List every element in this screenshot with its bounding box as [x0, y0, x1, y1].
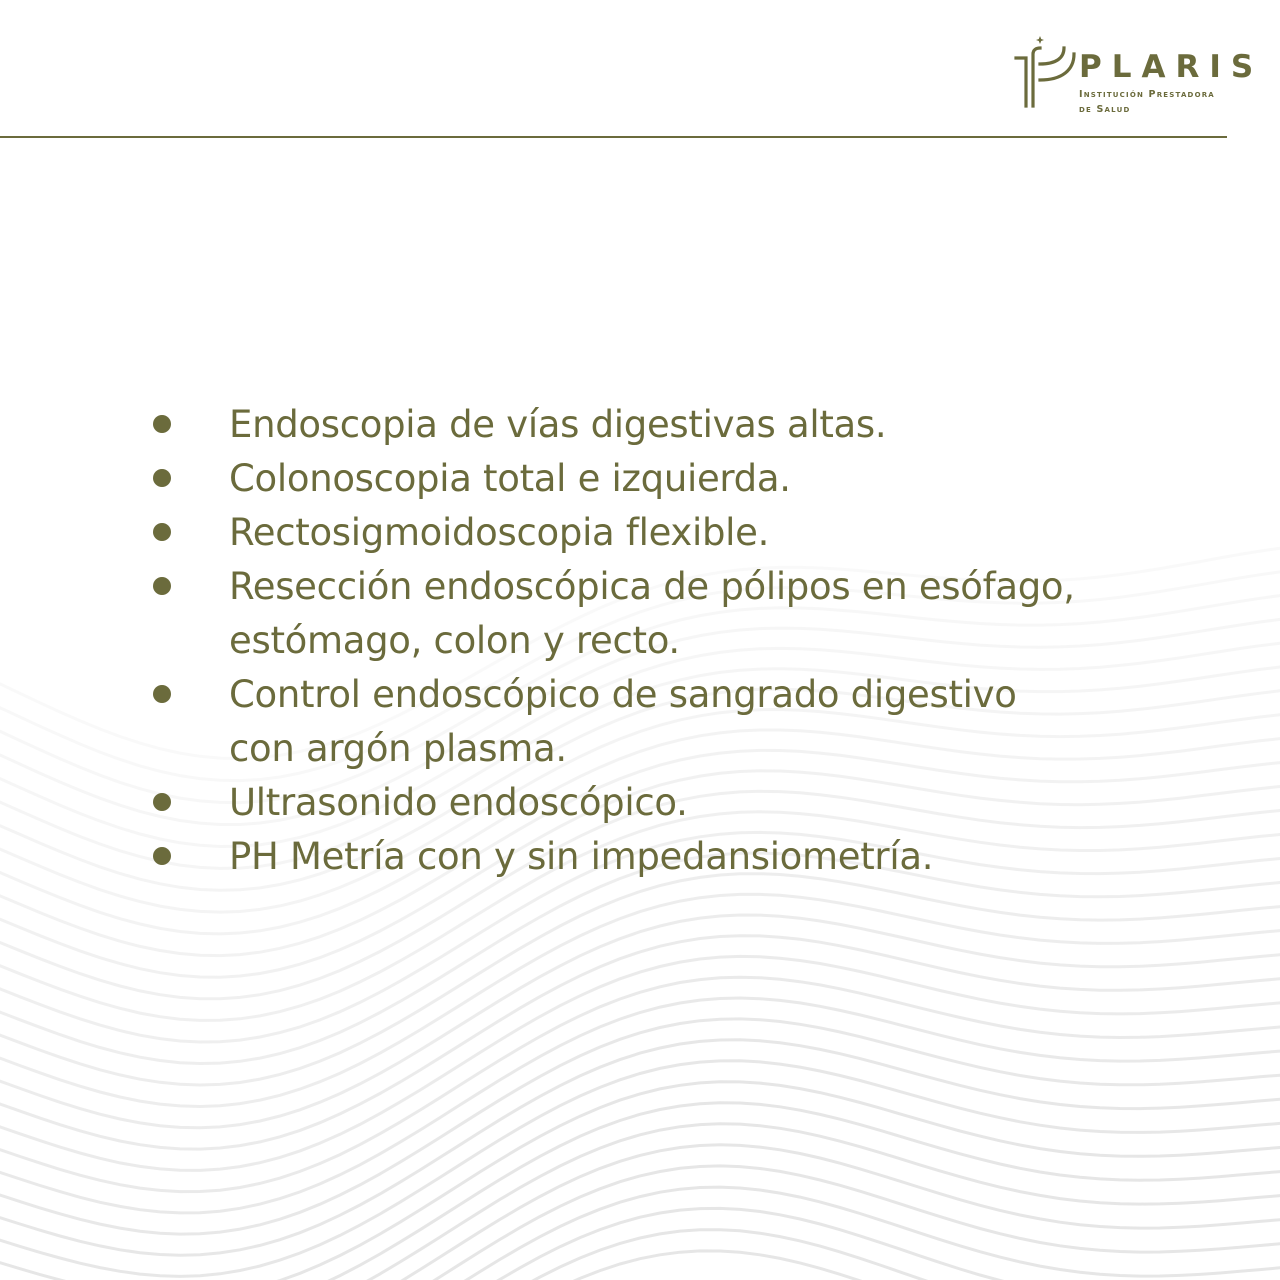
- plaris-logo-icon: [1012, 34, 1078, 110]
- list-item: [150, 776, 1149, 830]
- service-text: PH Metría con y sin impedansiometría.: [229, 835, 934, 878]
- bullet-icon: [153, 685, 171, 703]
- list-item: [150, 560, 1149, 668]
- list-item: [150, 506, 1149, 560]
- wave-line: [0, 1166, 1280, 1280]
- wave-line: [0, 1124, 1280, 1280]
- list-item: [150, 398, 1149, 452]
- service-text: Rectosigmoidoscopia flexible.: [229, 511, 770, 554]
- bullet-icon: [153, 523, 171, 541]
- bullet-icon: [153, 415, 171, 433]
- bullet-icon: [153, 577, 171, 595]
- brand-name: PLARIS: [1079, 49, 1264, 85]
- service-text: Ultrasonido endoscópico.: [229, 781, 688, 824]
- wave-line: [0, 1208, 1280, 1280]
- brand-tagline: [1079, 87, 1215, 117]
- service-text: Endoscopia de vías digestivas altas.: [229, 403, 887, 446]
- list-item: [150, 452, 1149, 506]
- brand-tagline-line2: de Salud: [1079, 104, 1131, 115]
- brand-tagline-line1: Institución Prestadora: [1079, 89, 1215, 100]
- service-text: Colonoscopia total e izquierda.: [229, 457, 791, 500]
- service-text-line2: con argón plasma.: [229, 727, 567, 770]
- list-item: [150, 668, 1149, 776]
- header-divider: [0, 136, 1227, 138]
- list-item: [150, 830, 1149, 884]
- bullet-icon: [153, 793, 171, 811]
- service-text-line2: estómago, colon y recto.: [229, 619, 680, 662]
- service-text-line1: Resección endoscópica de pólipos en esófago,: [229, 565, 1075, 608]
- services-list: [150, 398, 1149, 884]
- bullet-icon: [153, 847, 171, 865]
- plaris-logo: [1012, 34, 1264, 120]
- service-text-line1: Control endoscópico de sangrado digestivo: [229, 673, 1017, 716]
- bullet-icon: [153, 469, 171, 487]
